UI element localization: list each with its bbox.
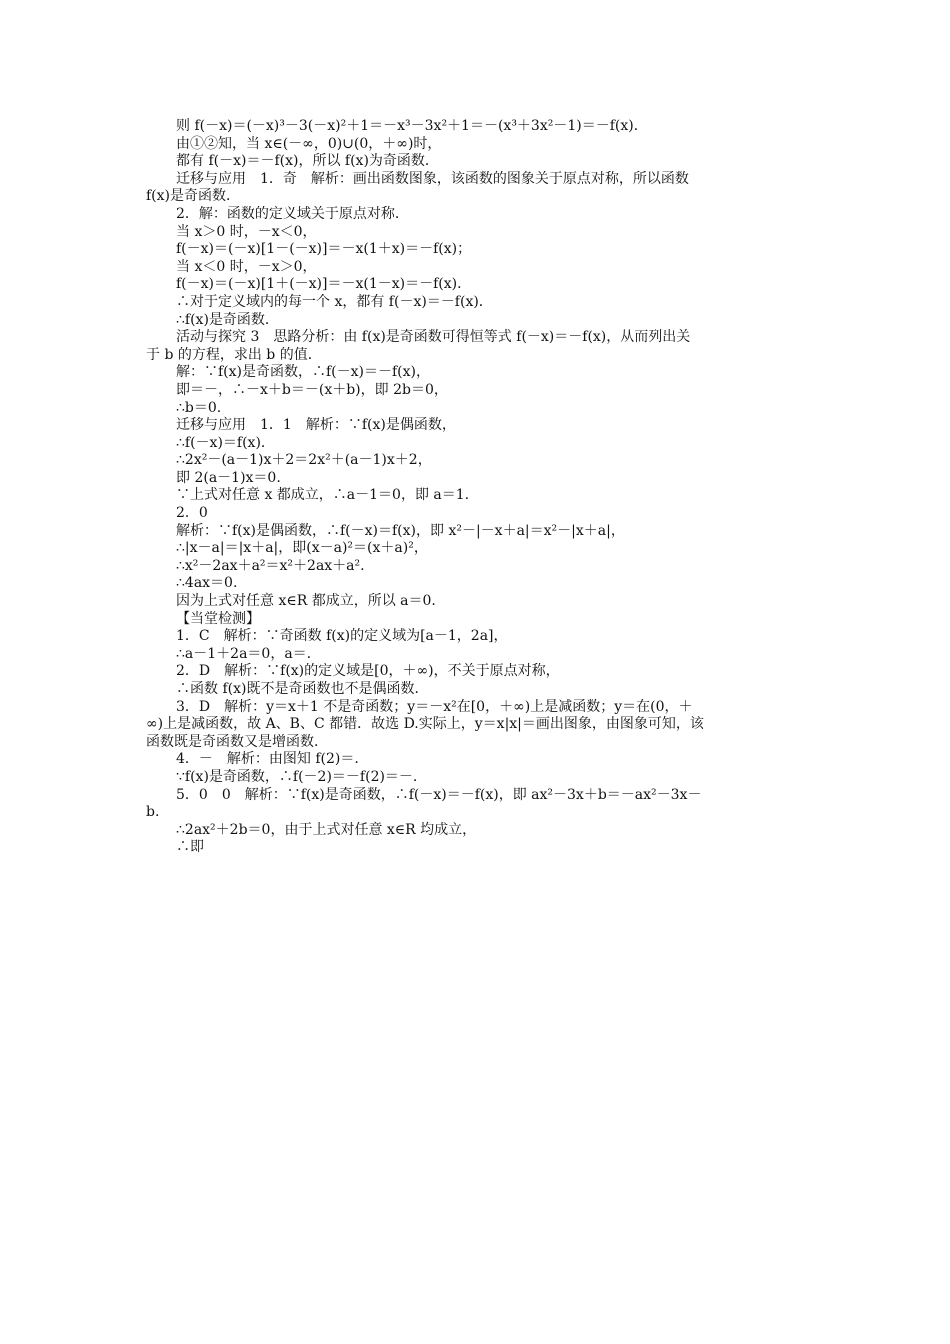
text-line: 4．－ 解析：由图知 f(2)＝. xyxy=(176,751,359,768)
text-line: 迁移与应用 1．奇 解析：画出函数图象，该函数的图象关于原点对称，所以函数 xyxy=(176,170,689,187)
text-line: ∴x²－2ax＋a²＝x²＋2ax＋a². xyxy=(176,557,365,574)
text-line: f(－x)＝(－x)[1－(－x)]＝－x(1＋x)＝－f(x)； xyxy=(176,241,472,258)
text-line: 解：∵f(x)是奇函数，∴f(－x)＝－f(x)， xyxy=(176,364,431,381)
text-line: ∴对于定义域内的每一个 x，都有 f(－x)＝－f(x)． xyxy=(176,293,493,310)
text-line: ∞)上是减函数，故 A、B、C 都错．故选 D.实际上，y＝x|x|＝画出图象，由图象可知，该 xyxy=(146,716,704,733)
text-line: ∵f(x)是奇函数，∴f(－2)＝－f(2)＝－. xyxy=(176,768,418,785)
text-line: 活动与探究 3 思路分析：由 f(x)是奇函数可得恒等式 f(－x)＝－f(x)，从而列出关 xyxy=(176,329,691,346)
text-line: ∴f(－x)＝f(x)． xyxy=(176,434,275,451)
text-line: 函数既是奇函数又是增函数． xyxy=(146,733,328,750)
text-line: 于 b 的方程，求出 b 的值． xyxy=(146,346,322,363)
text-line: 2．0 xyxy=(176,505,208,522)
text-line: b. xyxy=(146,804,160,821)
text-line: 则 f(－x)＝(－x)³－3(－x)²＋1＝－x³－3x²＋1＝－(x³＋3x²－1)＝－f(x)． xyxy=(176,118,648,134)
text-line: ∴2ax²＋2b＝0，由于上式对任意 x∈R 均成立， xyxy=(176,821,477,838)
text-line: 2．解：函数的定义域关于原点对称． xyxy=(176,205,409,222)
text-line: 5．0 0 解析：∵f(x)是奇函数，∴f(－x)＝－f(x)，即 ax²－3x＋b＝－ax²－3x－ xyxy=(176,786,702,803)
text-line: ∴4ax＝0. xyxy=(176,575,238,592)
text-line: 3．D 解析：y＝x＋1 不是奇函数；y＝－x²在[0，＋∞)上是减函数；y＝在(0，＋ xyxy=(176,698,693,715)
text-line: 当 x＜0 时，－x＞0， xyxy=(176,258,317,275)
text-line: 即＝－，∴－x＋b＝－(x＋b)，即 2b＝0， xyxy=(176,381,448,398)
text-line: 都有 f(－x)＝－f(x)，所以 f(x)为奇函数． xyxy=(176,153,439,170)
text-line: 由①②知，当 x∈(－∞，0)∪(0，＋∞)时， xyxy=(176,135,442,152)
text-line: 2．D 解析：∵f(x)的定义域是[0，＋∞)，不关于原点对称， xyxy=(176,663,560,680)
text-line: ∴|x－a|＝|x＋a|，即(x－a)²＝(x＋a)²， xyxy=(176,540,428,557)
text-line: 因为上式对任意 x∈R 都成立，所以 a＝0. xyxy=(176,593,436,610)
document-body xyxy=(146,118,810,857)
text-line: 1．C 解析：∵奇函数 f(x)的定义域为[a－1，2a]， xyxy=(176,628,508,645)
text-line: ∴2x²－(a－1)x＋2＝2x²＋(a－1)x＋2， xyxy=(176,452,432,469)
text-line: f(－x)＝(－x)[1＋(－x)]＝－x(1－x)＝－f(x)． xyxy=(176,276,472,293)
text-line: 【当堂检测】 xyxy=(176,610,260,627)
text-line: ∴函数 f(x)既不是奇函数也不是偶函数． xyxy=(176,681,429,697)
text-line: ∴即 xyxy=(176,839,204,856)
text-line: 解析：∵f(x)是偶函数，∴f(－x)＝f(x)，即 x²－|－x＋a|＝x²－|x＋a|， xyxy=(176,522,625,539)
text-line: 当 x＞0 时，－x＜0， xyxy=(176,223,317,240)
text-line: ∴a－1＋2a＝0，a＝. xyxy=(176,645,312,662)
text-line: f(x)是奇函数． xyxy=(146,188,241,205)
text-line: 迁移与应用 1．1 解析：∵f(x)是偶函数， xyxy=(176,417,456,434)
text-line: ∵上式对任意 x 都成立，∴a－1＝0，即 a＝1. xyxy=(176,487,470,504)
text-line: ∴b＝0. xyxy=(176,399,222,416)
text-line: ∴f(x)是奇函数． xyxy=(176,311,279,328)
text-line: 即 2(a－1)x＝0. xyxy=(176,469,281,486)
